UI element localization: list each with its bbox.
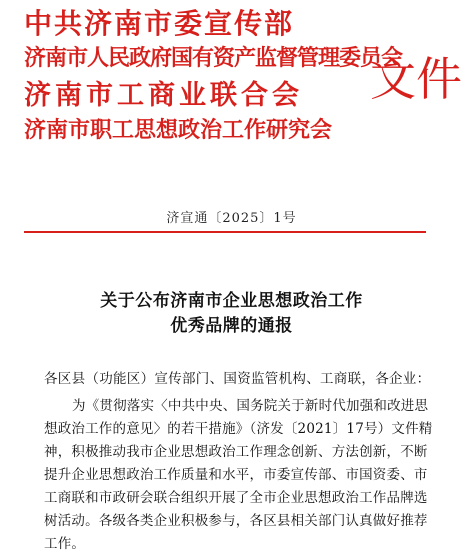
body-line-6: 树活动。各级各类企业积极参与，各区县相关部门认真做好推荐	[44, 513, 428, 529]
document-header	[0, 0, 463, 190]
issuer-name-3: 济南市工商业联合会	[24, 80, 303, 111]
body-line-2: 想政治工作的意见〉的若干措施》（济发〔2021〕17号）文件精	[44, 421, 433, 437]
salutation: 各区县（功能区）宣传部门、国资监管机构、工商联，各企业：	[44, 371, 431, 387]
body-line-3: 神，积极推动我市企业思想政治工作理念创新、方法创新，不断	[44, 444, 428, 460]
issuer-name-4: 济南市职工思想政治工作研究会	[24, 118, 333, 143]
red-divider-line	[24, 231, 426, 233]
issuer-name-1: 中共济南市委宣传部	[24, 7, 295, 40]
document-title-line-2: 优秀品牌的通报	[170, 316, 293, 336]
document-number: 济宣通〔2025〕1号	[166, 211, 297, 226]
document-title-line-1: 关于公布济南市企业思想政治工作	[100, 291, 363, 311]
document-type-label: 文件	[370, 52, 462, 106]
issuer-name-2: 济南市人民政府国有资产监督管理委员会	[24, 46, 403, 71]
body-line-5: 工商联和市政研会联合组织开展了全市企业思想政治工作品牌选	[44, 490, 428, 506]
body-line-4: 提升企业思想政治工作质量和水平，市委宣传部、市国资委、市	[44, 467, 428, 483]
body-line-1: 为《贯彻落实〈中共中央、国务院关于新时代加强和改进思	[72, 398, 429, 414]
body-line-7: 工作。	[44, 536, 86, 552]
